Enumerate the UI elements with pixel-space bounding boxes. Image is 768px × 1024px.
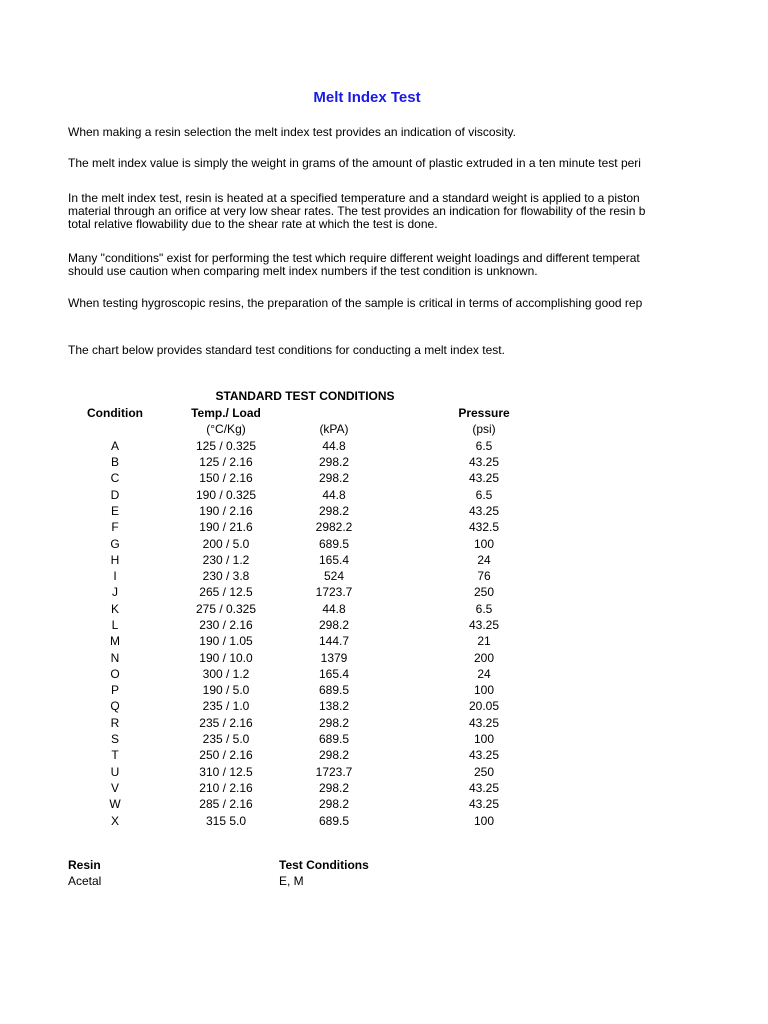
- spacer-cell: [378, 601, 458, 617]
- kpa-cell: 44.8: [322, 601, 346, 616]
- temp-load-cell: 275 / 0.325: [195, 601, 257, 616]
- paragraph-line: The melt index value is simply the weight in grams of the amount of plastic extruded in a ten minute test peri: [68, 157, 641, 170]
- condition-cell: V: [110, 780, 119, 795]
- paragraph-line: Many "conditions" exist for performing the test which require different weight loadings and different temperat: [68, 252, 640, 265]
- kpa-cell: 298.2: [318, 748, 350, 763]
- condition-cell: L: [111, 618, 119, 632]
- table-row: [68, 796, 510, 812]
- paragraph-line: should use caution when comparing melt index numbers if the test condition is unknown.: [68, 264, 538, 278]
- table-row: [68, 568, 510, 584]
- spacer-cell: [378, 747, 458, 763]
- spacer-cell: [378, 486, 458, 502]
- kpa-cell: 1723.7: [315, 764, 353, 779]
- resin-header-row: [68, 857, 369, 873]
- psi-cell: 432.5: [468, 520, 500, 535]
- paragraph-intro: [68, 126, 670, 139]
- psi-cell: 6.5: [475, 438, 493, 453]
- table-row: [68, 764, 510, 780]
- psi-cell: 43.25: [468, 715, 500, 730]
- psi-cell: 100: [473, 536, 495, 551]
- kpa-cell: 165.4: [318, 666, 350, 681]
- paragraph-line: material through an orifice at very low shear rates. The test provides an indication for flowability of the resin b: [68, 204, 646, 218]
- temp-load-cell: 190 / 0.325: [195, 487, 257, 502]
- condition-cell: R: [110, 715, 120, 730]
- condition-cell: P: [110, 683, 119, 698]
- kpa-cell: 689.5: [318, 732, 350, 747]
- table-units-row: [68, 421, 510, 437]
- table-row: [68, 503, 510, 519]
- paragraph-line: The chart below provides standard test conditions for conducting a melt index test.: [68, 344, 505, 357]
- temp-load-cell: 300 / 1.2: [202, 666, 250, 681]
- temp-load-cell: 285 / 2.16: [199, 797, 253, 812]
- spacer-cell: [378, 552, 458, 568]
- spacer-cell: [378, 568, 458, 584]
- temp-load-cell: 150 / 2.16: [199, 471, 253, 486]
- table-row: [68, 470, 510, 486]
- temp-load-cell: 230 / 1.2: [202, 552, 250, 567]
- paragraph-line: When testing hygroscopic resins, the preparation of the sample is critical in terms of accomplishing good rep: [68, 297, 643, 310]
- spacer-cell: [378, 535, 458, 551]
- condition-cell: O: [110, 666, 120, 681]
- psi-cell: 76: [477, 569, 491, 584]
- temp-load-cell: 235 / 1.0: [202, 699, 250, 714]
- temp-load-cell: 310 / 12.5: [199, 764, 253, 779]
- spacer-cell: [378, 503, 458, 519]
- condition-cell: C: [110, 471, 120, 486]
- spacer-cell: [378, 764, 458, 780]
- kpa-cell: 165.4: [318, 552, 350, 567]
- kpa-cell: 298.2: [318, 503, 350, 518]
- psi-cell: 43.25: [468, 797, 500, 812]
- psi-cell: 250: [473, 585, 495, 600]
- header-temp-load: Temp./ Load: [191, 406, 261, 421]
- temp-load-cell: 265 / 12.5: [199, 585, 253, 600]
- header-resin: Resin: [68, 858, 101, 872]
- kpa-cell: 689.5: [318, 813, 350, 828]
- condition-cell: E: [110, 503, 119, 518]
- temp-load-cell: 125 / 2.16: [199, 455, 253, 470]
- psi-cell: 43.25: [468, 471, 500, 486]
- spacer-cell: [378, 649, 458, 665]
- psi-cell: 43.25: [468, 503, 500, 518]
- temp-load-cell: 235 / 2.16: [199, 715, 253, 730]
- condition-cell: X: [110, 813, 119, 828]
- psi-cell: 24: [477, 552, 491, 567]
- condition-cell: N: [110, 650, 120, 665]
- table-row: [68, 633, 510, 649]
- paragraph-line: In the melt index test, resin is heated at a specified temperature and a standard weight is applied to a piston: [68, 192, 640, 205]
- temp-load-cell: 200 / 5.0: [202, 536, 250, 551]
- psi-cell: 6.5: [475, 601, 493, 616]
- spacer-cell: [378, 519, 458, 535]
- spacer-cell: [378, 780, 458, 796]
- psi-cell: 200: [473, 650, 495, 665]
- conditions-table: [68, 405, 510, 829]
- table-row: [68, 731, 510, 747]
- psi-cell: 250: [473, 764, 495, 779]
- unit-psi: (psi): [472, 422, 496, 437]
- kpa-cell: 2982.2: [315, 520, 353, 535]
- resin-name-cell: Acetal: [68, 874, 102, 888]
- kpa-cell: 689.5: [318, 683, 350, 698]
- header-test-conditions: Test Conditions: [279, 858, 369, 872]
- kpa-cell: 44.8: [322, 487, 346, 502]
- kpa-cell: 524: [323, 569, 345, 584]
- unit-kpa: (kPA): [319, 422, 349, 437]
- spacer-cell: [378, 698, 458, 714]
- condition-cell: J: [112, 585, 118, 600]
- condition-cell: B: [110, 455, 119, 470]
- paragraph-line: total relative flowability due to the shear rate at which the test is done.: [68, 217, 438, 231]
- paragraph-conditions: [68, 252, 670, 278]
- psi-cell: 24: [477, 666, 491, 681]
- table-row: [68, 649, 510, 665]
- table-row: [68, 552, 510, 568]
- table-row: [68, 812, 510, 828]
- spacer-cell: [378, 438, 458, 454]
- table-row: [68, 715, 510, 731]
- paragraph-chart-intro: [68, 344, 670, 357]
- table-row: [68, 682, 510, 698]
- header-condition: Condition: [87, 406, 143, 421]
- kpa-cell: 298.2: [318, 715, 350, 730]
- kpa-cell: 298.2: [318, 797, 350, 812]
- kpa-cell: 1723.7: [315, 585, 353, 600]
- resin-row: [68, 873, 369, 889]
- temp-load-cell: 190 / 21.6: [199, 520, 253, 535]
- header-kpa: [290, 405, 378, 421]
- psi-cell: 6.5: [475, 487, 493, 502]
- table-row: [68, 617, 510, 633]
- temp-load-cell: 210 / 2.16: [199, 780, 253, 795]
- condition-cell: U: [110, 764, 120, 779]
- temp-load-cell: 125 / 0.325: [195, 438, 257, 453]
- psi-cell: 43.25: [468, 618, 500, 632]
- condition-cell: D: [110, 487, 120, 502]
- condition-cell: T: [111, 748, 119, 763]
- kpa-cell: 298.2: [318, 780, 350, 795]
- table-row: [68, 747, 510, 763]
- spacer-cell: [378, 617, 458, 633]
- spacer-cell: [378, 812, 458, 828]
- psi-cell: 100: [473, 813, 495, 828]
- unit-spacer: [378, 421, 458, 437]
- paragraph-procedure: [68, 192, 670, 231]
- unit-temp-load: (°C/Kg): [206, 422, 246, 437]
- temp-load-cell: 250 / 2.16: [199, 748, 253, 763]
- condition-cell: W: [109, 797, 121, 812]
- spacer-cell: [378, 470, 458, 486]
- test-conditions-cell: E, M: [279, 874, 304, 888]
- table-row: [68, 584, 510, 600]
- temp-load-cell: 190 / 1.05: [199, 634, 253, 649]
- condition-cell: K: [110, 601, 119, 616]
- psi-cell: 100: [473, 683, 495, 698]
- spacer-cell: [378, 796, 458, 812]
- table-row: [68, 535, 510, 551]
- table-row: [68, 601, 510, 617]
- kpa-cell: 298.2: [318, 618, 350, 632]
- temp-load-cell: 190 / 10.0: [199, 650, 253, 665]
- condition-cell: I: [113, 569, 117, 584]
- condition-cell: A: [110, 438, 119, 453]
- condition-cell: Q: [110, 699, 120, 714]
- psi-cell: 43.25: [468, 455, 500, 470]
- table-row: [68, 519, 510, 535]
- paragraph-definition: [68, 157, 670, 170]
- temp-load-cell: 190 / 2.16: [199, 503, 253, 518]
- table-row: [68, 780, 510, 796]
- kpa-cell: 144.7: [318, 634, 350, 649]
- temp-load-cell: 315 5.0: [205, 813, 247, 828]
- condition-cell: F: [111, 520, 119, 535]
- paragraph-line: When making a resin selection the melt index test provides an indication of viscosity.: [68, 126, 516, 139]
- resin-table: [68, 857, 369, 889]
- condition-cell: G: [110, 536, 120, 551]
- table-row: [68, 454, 510, 470]
- kpa-cell: 138.2: [318, 699, 350, 714]
- kpa-cell: 44.8: [322, 438, 346, 453]
- condition-cell: H: [110, 552, 120, 567]
- table-row: [68, 666, 510, 682]
- kpa-cell: 298.2: [318, 455, 350, 470]
- conditions-table-body: [68, 438, 510, 829]
- spacer-cell: [378, 454, 458, 470]
- psi-cell: 20.05: [468, 699, 500, 714]
- spacer-cell: [378, 715, 458, 731]
- kpa-cell: 298.2: [318, 471, 350, 486]
- temp-load-cell: 235 / 5.0: [202, 732, 250, 747]
- table-row: [68, 438, 510, 454]
- temp-load-cell: 230 / 3.8: [202, 569, 250, 584]
- table-header-row: [68, 405, 510, 421]
- header-pressure: Pressure: [458, 406, 510, 421]
- table-caption: STANDARD TEST CONDITIONS: [215, 389, 395, 403]
- spacer-cell: [378, 584, 458, 600]
- condition-cell: S: [110, 732, 119, 747]
- spacer-cell: [378, 682, 458, 698]
- table-row: [68, 698, 510, 714]
- kpa-cell: 1379: [320, 650, 348, 665]
- psi-cell: 21: [477, 634, 491, 649]
- temp-load-cell: 190 / 5.0: [202, 683, 250, 698]
- condition-cell: M: [110, 634, 120, 649]
- spacer-cell: [378, 731, 458, 747]
- psi-cell: 100: [473, 732, 495, 747]
- kpa-cell: 689.5: [318, 536, 350, 551]
- unit-condition: [68, 421, 162, 437]
- paragraph-hygroscopic: [68, 297, 670, 310]
- psi-cell: 43.25: [468, 780, 500, 795]
- header-spacer: [378, 405, 458, 421]
- resin-table-body: [68, 873, 369, 889]
- spacer-cell: [378, 633, 458, 649]
- table-row: [68, 486, 510, 502]
- page-title: Melt Index Test: [313, 89, 421, 106]
- spacer-cell: [378, 666, 458, 682]
- temp-load-cell: 230 / 2.16: [199, 618, 253, 632]
- psi-cell: 43.25: [468, 748, 500, 763]
